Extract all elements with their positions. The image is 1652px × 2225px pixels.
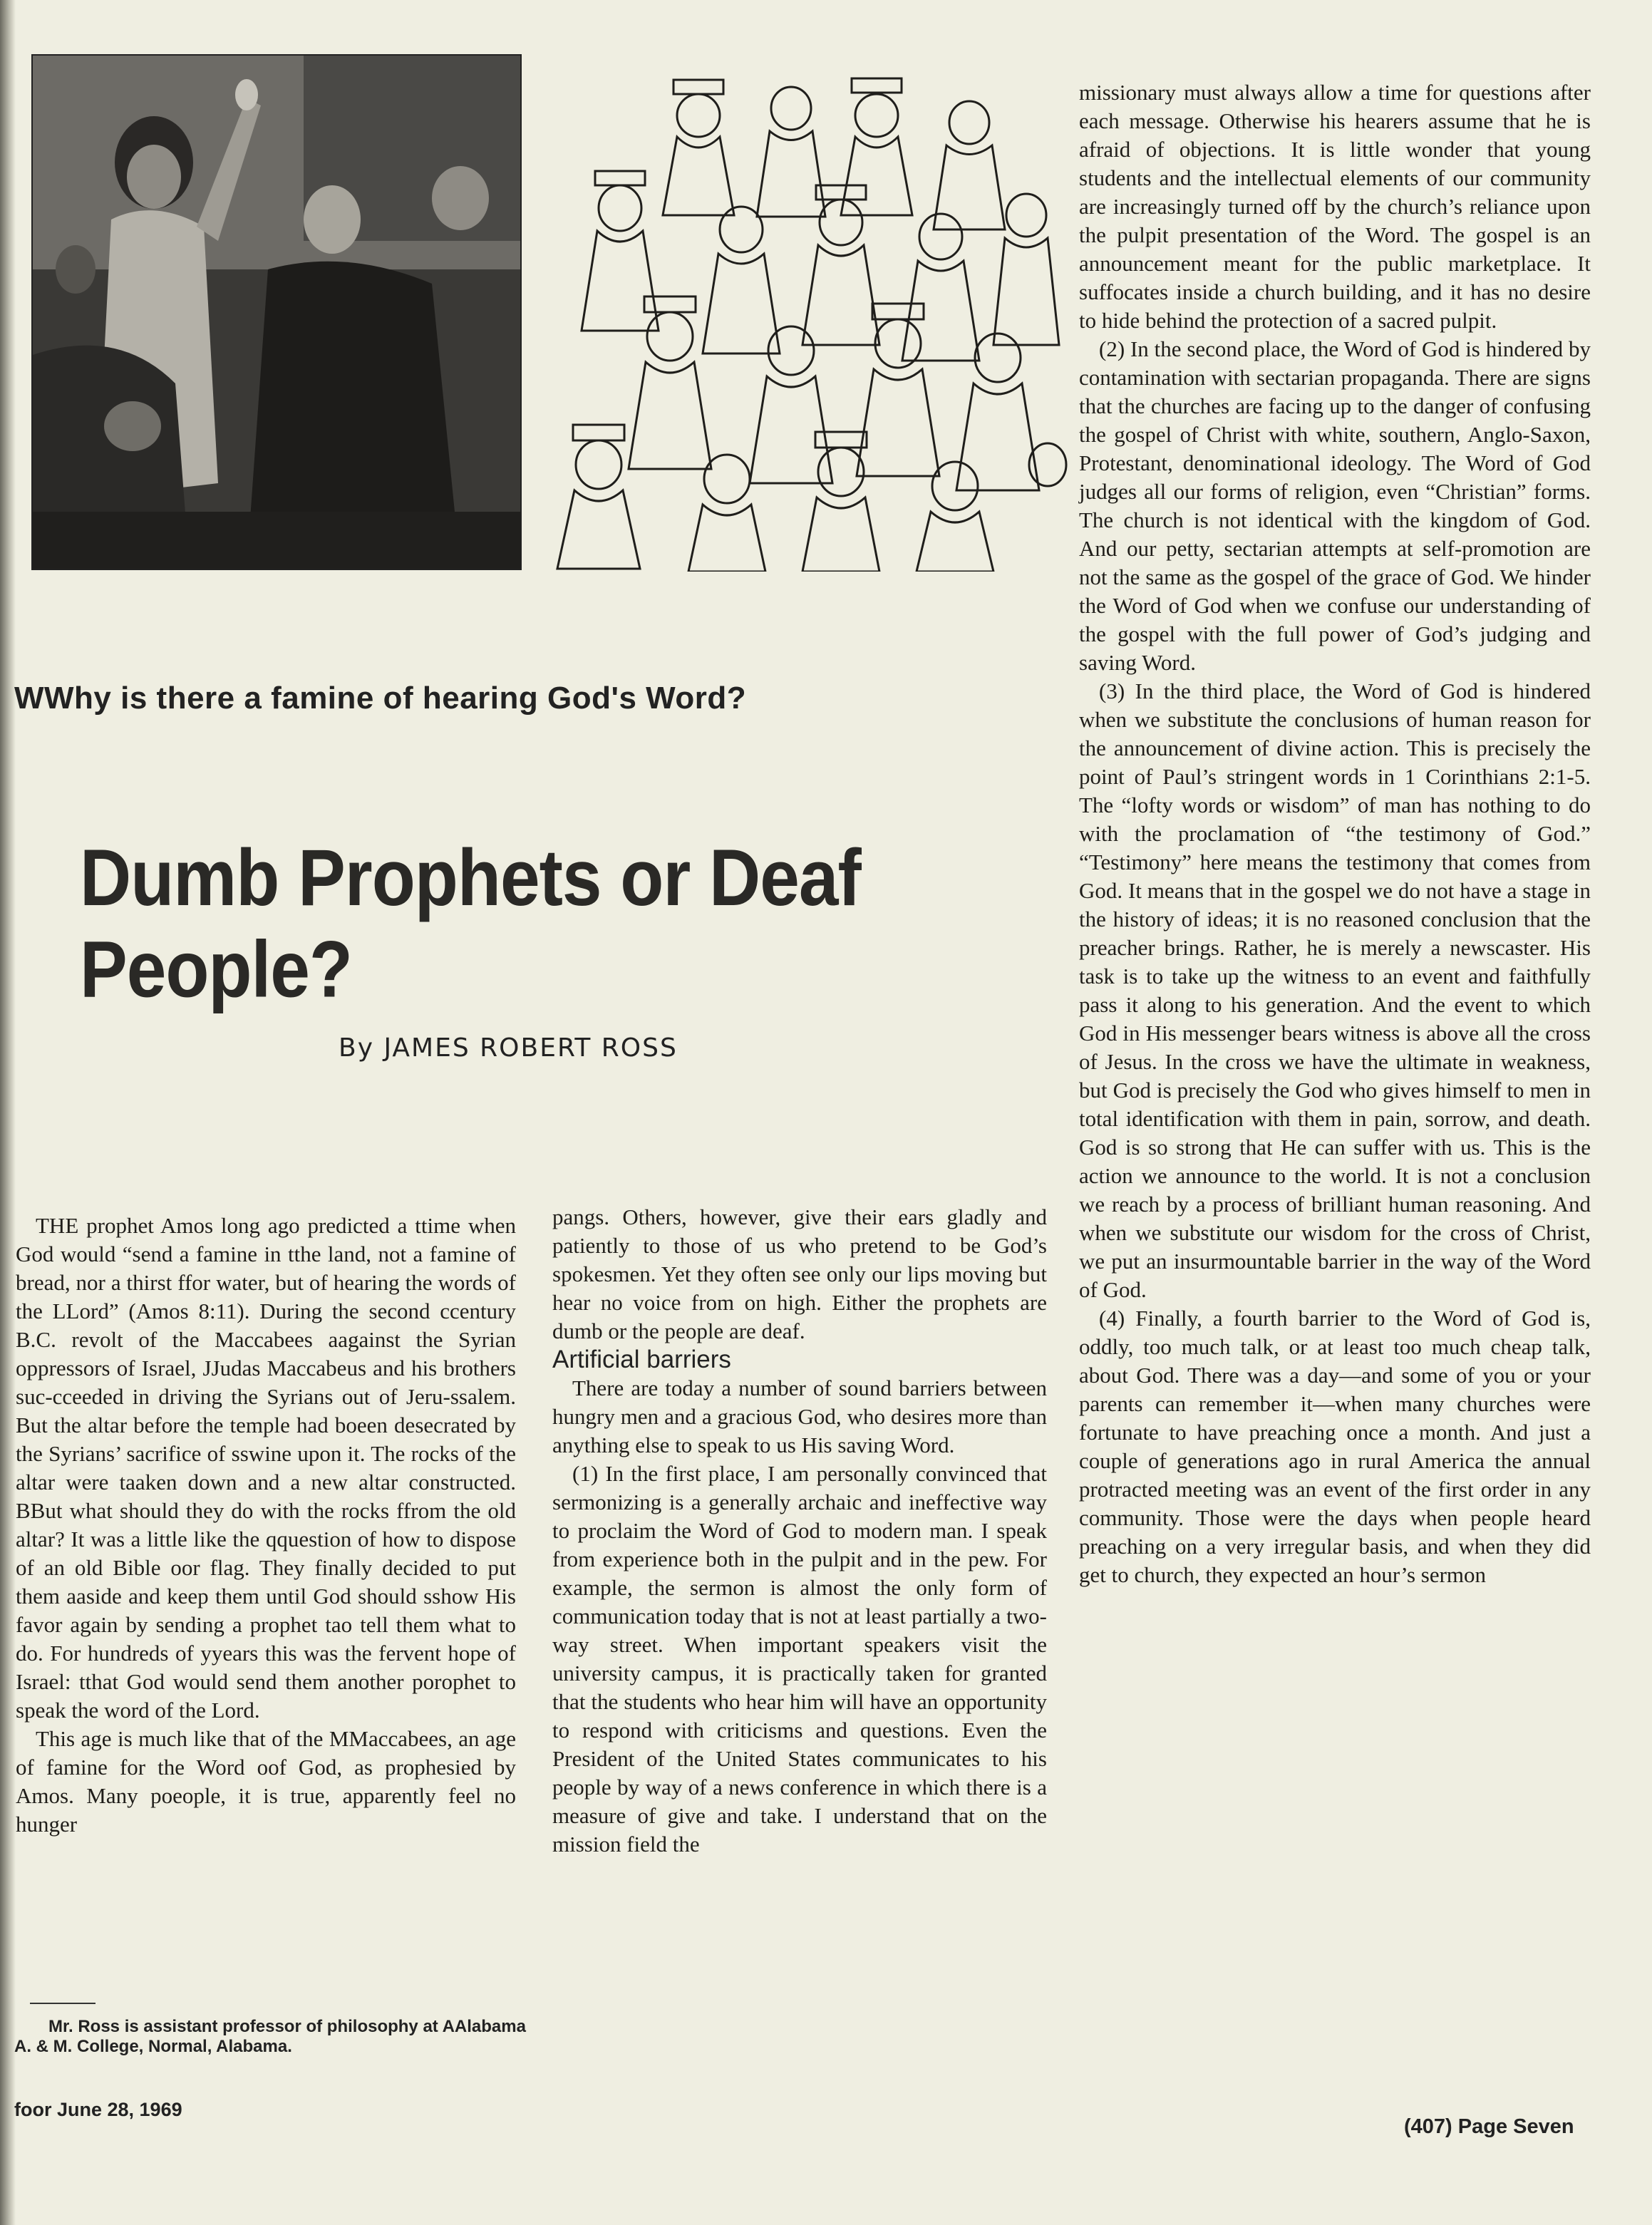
prophet-painting-photo — [31, 54, 522, 570]
col3-paragraph: (2) In the second place, the Word of God is hindered by contamination with sectarian propaganda. There are signs that the churches are facing up to the danger of confusing the gospel of Christ with white, southern, Anglo-Saxon, Protestant, denominational ideology. The Word of God judges all our forms of religion, even “Christian” forms. The church is not identical with the kingdom of God. And our petty, sectarian attempts at self-promotion are not the same as the gospel of the grace of God. We hinder the Word of God when we confuse our understanding of the gospel with the full power of God’s judging and saving Word. — [1079, 336, 1591, 675]
column-1 — [16, 1212, 516, 1839]
prophet-painting-image — [33, 56, 520, 569]
author-footnote — [14, 2017, 527, 2057]
folio-date: foor June 28, 1969 — [14, 2099, 182, 2120]
col2-intro-paragraph: pangs. Others, however, give their ears gladly and patiently to those of us who pretend to be God’s spokesmen. Yet they often see only our lips moving but hear no voice from on high. Either the prophets are dumb or the people are deaf. — [552, 1204, 1047, 1343]
col1-paragraph: This age is much like that of the MMaccabees, an age of famine for the Word oof God, as prophesied by Amos. Many poeople, it is true, apparently feel no hunger — [16, 1726, 516, 1837]
footnote-rule — [30, 2003, 95, 2004]
col3-paragraph: missionary must always allow a time for questions after each message. Otherwise his hearers assume that he is afraid of objections. It is little wonder that young students and the intellectual elements of our community are increasingly turned off by the church’s reliance upon the pulpit presentation of the Word. The gospel is an announcement meant for the public marketplace. It suffocates inside a church building, and it has no desire to hide behind the protection of a sacred pulpit. — [1079, 80, 1591, 333]
section-heading-artificial-barriers: Artificial barriers — [552, 1346, 731, 1373]
footnote-text: Mr. Ross is assistant professor of philosophy at AAlabama A. & M. College, Normal, Alabama. — [14, 2017, 526, 2056]
column-3 — [1079, 78, 1591, 1589]
folio-page-number: (407) Page Seven — [1404, 2115, 1574, 2138]
byline: By JAMES ROBERT ROSS — [339, 1033, 678, 1063]
kicker-deck: WWhy is there a famine of hearing God's Word? — [14, 681, 747, 716]
page-edge-shadow — [0, 0, 16, 2225]
crowd-sketch-illustration — [556, 66, 1069, 572]
col2-paragraph: There are today a number of sound barriers between hungry men and a gracious God, who desires more than anything else to speak to us His saving Word. — [552, 1375, 1047, 1457]
col3-paragraph: (3) In the third place, the Word of God is hindered when we substitute the conclusions of human reason for the announcement of divine action. This is precisely the point of Paul’s stringent words in 1 Corinthians 2:1-5. The “lofty words or wisdom” of man has nothing to do with the proclamation of “the testimony of God.” “Testimony” here means the testimony that comes from God. It means that in the gospel we do not have a stage in the history of ideas; it is no reasoned conclusion that the preacher brings. Rather, he is merely a newscaster. His task is to take up the witness to an event and faithfully pass it along to his generation. And the event to which God in His messenger bears witness is above all the cross of Jesus. In the cross we have the ultimate in weakness, but God is precisely the God who gives himself to men in total identification with them in pain, sorrow, and death. God is so strong that He can suffer with us. This is the action we announce to the world. It is not a conclusion we reach by a process of brilliant human reasoning. And when we substitute our wisdom for the cross of Christ, we put an insurmountable barrier in the way of the Word of God. — [1079, 678, 1591, 1302]
article-headline: Dumb Prophets or Deaf People? — [80, 833, 861, 1015]
crowd-sketch-image — [556, 66, 1069, 572]
col2-paragraph: (1) In the first place, I am personally convinced that sermonizing is a generally archaic and ineffective way to proclaim the Word of God to modern man. I speak from experience both in the pulpit and in the pew. For example, the sermon is almost the only form of communication today that is not at least partially a two-way street. When important speakers visit the university campus, it is practically taken for granted that the students who hear him will have an opportunity to respond with criticisms and questions. Even the President of the United States communicates to his people by way of a news conference in which there is a measure of give and take. I understand that on the mission field the — [552, 1461, 1047, 1857]
col1-paragraph: THE prophet Amos long ago predicted a ttime when God would “send a famine in tthe land, not a famine of bread, nor a thirst ffor water, but of hearing the words of the LLord” (Amos 8:11). During the second ccentury B.C. revolt of the Maccabees aagainst the Syrian oppressors of Israel, JJudas Maccabeus and his brothers suc-cceeded in driving the Syrians out of Jeru-ssalem. But the altar before the temple had boeen desecrated by the Syrians’ sacrifice of sswine upon it. The rocks of the altar were taaken down and a new altar constructed. BBut what should they do with the rocks ffrom the old altar? It was a little like the qquestion of how to dispose of an old Bible oor flag. They finally decided to put them aaside and keep them until God should sshow His favor again by sending a prophet tao tell them what to do. For hundreds of yyears this was the fervent hope of Israel: tthat God would send them another porophet to speak the word of the Lord. — [16, 1213, 516, 1723]
column-2 — [552, 1203, 1047, 1859]
col3-paragraph: (4) Finally, a fourth barrier to the Word of God is, oddly, too much talk, or at least too much cheap talk, about God. There was a day—and some of you or your parents can remember it—when many churches were fortunate to have preaching once a month. And just a couple of generations ago in rural America the annual protracted meeting was an event of the first order in any community. Those were the days when people heard preaching on a very irregular basis, and when they did get to church, they expected an hour’s sermon — [1079, 1306, 1591, 1587]
